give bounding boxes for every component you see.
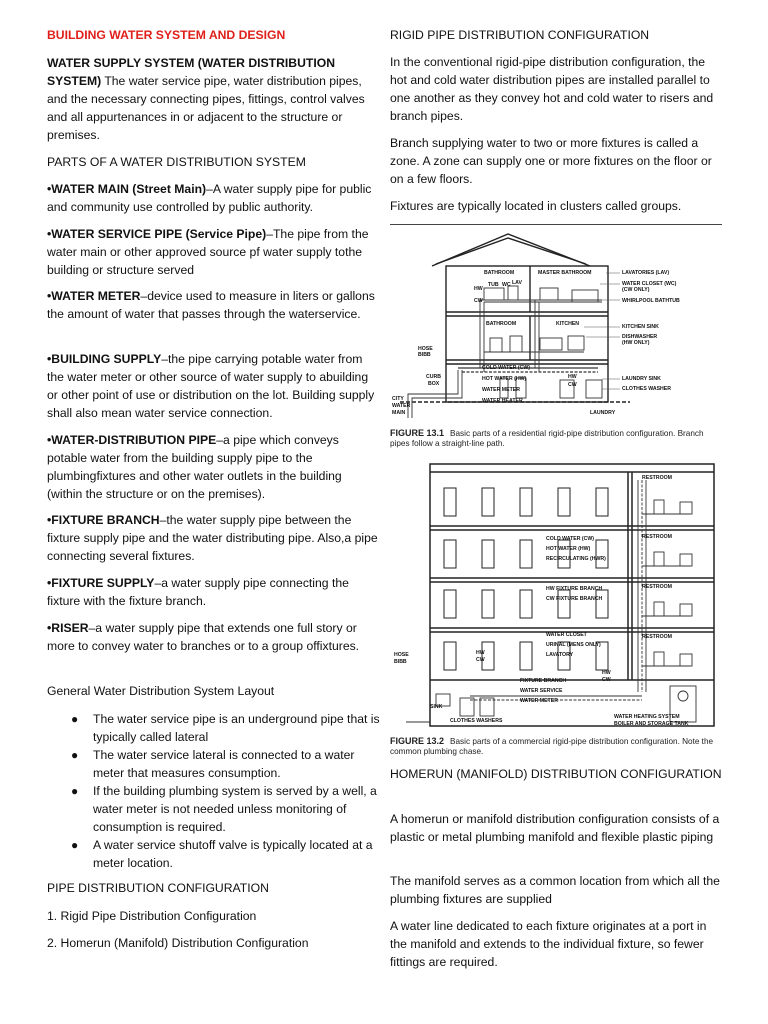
- water-supply-text: The water service pipe, water distribution pipes, and the necessary connecting pipes, fittings, control valves and all appurtenances in or adjacent to the structure or premises.: [47, 74, 365, 142]
- water-supply-definition: [47, 54, 380, 144]
- list-item: ● If the building plumbing system is served by a well, a water meter is not needed unless monitoring of consumption is required.: [71, 784, 377, 834]
- label-cw-only: (CW ONLY): [622, 287, 650, 293]
- label-cold-water: COLD WATER (CW): [546, 536, 595, 542]
- layout-heading: General Water Distribution System Layout: [47, 684, 275, 698]
- rigid-paragraph-1: In the conventional rigid-pipe distribution configuration, the hot and cold water distribution pipes are installed parallel to one another as they convey hot and cold water to risers and branch pipes.: [390, 55, 714, 123]
- part-riser: •RISER–a water supply pipe that extends one full story or more to convey water to branches or to a group offixtures.: [47, 621, 360, 653]
- bullet-icon: ●: [71, 712, 79, 726]
- part-building-supply: •BUILDING SUPPLY–the pipe carrying potable water from the water meter or other source of water supply to abuilding or other point of use or distribution on the lot. Building supply shall also mean water service connection.: [47, 352, 375, 420]
- config-item-homerun: 2. Homerun (Manifold) Distribution Configuration: [47, 936, 309, 950]
- label-hot-water: HOT WATER (HW): [482, 376, 527, 382]
- label-heating-system: WATER HEATING SYSTEM: [614, 714, 680, 720]
- label-clothes-washer: CLOTHES WASHER: [622, 386, 671, 392]
- svg-text:CW: CW: [602, 677, 611, 683]
- svg-text:WC: WC: [502, 282, 511, 288]
- label-urinal: URINAL (MENS ONLY): [546, 642, 601, 648]
- label-cw-fixture-branch: CW FIXTURE BRANCH: [546, 596, 603, 602]
- part-fixture-branch: •FIXTURE BRANCH–the water supply pipe between the fixture supply pipe and the water distributing pipe. Also,a pipe connecting several fixtures.: [47, 513, 378, 563]
- svg-text:TUB: TUB: [488, 282, 499, 288]
- svg-text:CW: CW: [568, 382, 577, 388]
- part-water-main: •WATER MAIN (Street Main)–A water supply pipe for public and community use controlled by public authority.: [47, 182, 372, 214]
- label-water-service: WATER SERVICE: [520, 688, 563, 694]
- list-item: ● A water service shutoff valve is typically located at a meter location.: [71, 838, 373, 870]
- label-bathroom-2: BATHROOM: [486, 321, 517, 327]
- water-supply-heading: WATER SUPPLY SYSTEM (WATER DISTRIBUTION SYSTEM): [47, 56, 336, 88]
- part-water-meter: •WATER METER–device used to measure in liters or gallons the amount of water that passes through the waterservice.: [47, 289, 375, 321]
- label-restroom-3: RESTROOM: [642, 584, 672, 590]
- svg-text:HW: HW: [476, 650, 485, 656]
- bullet-icon: ●: [71, 784, 79, 798]
- bullet-icon: ●: [71, 838, 79, 852]
- svg-text:BIBB: BIBB: [418, 352, 431, 358]
- svg-text:BIBB: BIBB: [394, 659, 407, 665]
- label-water-closet: WATER CLOSET: [546, 632, 587, 638]
- part-fixture-supply: •FIXTURE SUPPLY–a water supply pipe connecting the fixture with the fixture branch.: [47, 576, 349, 608]
- figure-commercial-diagram: [390, 460, 725, 732]
- homerun-paragraph-2: The manifold serves as a common location from which all the plumbing fixtures are supplied: [390, 874, 720, 906]
- svg-text:(HW ONLY): (HW ONLY): [622, 340, 650, 346]
- label-hose: HOSE: [394, 652, 409, 658]
- config-heading: PIPE DISTRIBUTION CONFIGURATION: [47, 881, 269, 895]
- label-kitchen-sink: KITCHEN SINK: [622, 324, 659, 330]
- label-cold-water: COLD WATER (CW): [482, 365, 531, 371]
- rigid-paragraph-2: Branch supplying water to two or more fixtures is called a zone. A zone can supply one or more fixtures on the floor or on a few floors.: [390, 136, 712, 186]
- svg-text:CITY: CITY: [392, 396, 404, 402]
- rigid-paragraph-3: Fixtures are typically located in clusters called groups.: [390, 199, 682, 213]
- svg-text:BOX: BOX: [428, 381, 440, 387]
- label-whirlpool: WHIRLPOOL BATHTUB: [622, 298, 680, 304]
- label-laundry-sink: LAUNDRY SINK: [622, 376, 661, 382]
- part-water-service-pipe: •WATER SERVICE PIPE (Service Pipe)–The pipe from the water main or other approved source pf water supply tothe building or structure served: [47, 227, 369, 277]
- bullet-icon: ●: [71, 748, 79, 762]
- rigid-heading: RIGID PIPE DISTRIBUTION CONFIGURATION: [390, 28, 650, 42]
- list-item: ● The water service pipe is an underground pipe that is typically called lateral: [71, 712, 380, 744]
- label-recirculating: RECIRCULATING (HWR): [546, 556, 606, 562]
- list-item: ● The water service lateral is connected to a water meter that measures consumption.: [71, 748, 355, 780]
- label-restroom-2: RESTROOM: [642, 534, 672, 540]
- label-lavatory: LAVATORY: [546, 652, 574, 658]
- svg-text:HW: HW: [568, 374, 577, 380]
- figure-13-2-caption: FIGURE 13.2 Basic parts of a commercial rigid-pipe distribution configuration. Note the common plumbing chase.: [390, 736, 714, 756]
- label-master-bathroom: MASTER BATHROOM: [538, 270, 592, 276]
- label-clothes-washers: CLOTHES WASHERS: [450, 718, 503, 724]
- document-title: BUILDING WATER SYSTEM AND DESIGN: [47, 28, 286, 42]
- label-sink: SINK: [430, 704, 443, 710]
- label-restroom-4: RESTROOM: [642, 634, 672, 640]
- label-water-meter: WATER METER: [482, 387, 520, 393]
- label-hose: HOSE: [418, 346, 433, 352]
- label-laundry: LAUNDRY: [590, 410, 616, 416]
- homerun-heading: HOMERUN (MANIFOLD) DISTRIBUTION CONFIGURATION: [390, 767, 722, 781]
- label-bathroom: BATHROOM: [484, 270, 515, 276]
- svg-text:WATER: WATER: [392, 403, 411, 409]
- label-water-closet: WATER CLOSET (WC): [622, 281, 677, 287]
- svg-text:CW: CW: [476, 657, 485, 663]
- parts-heading: PARTS OF A WATER DISTRIBUTION SYSTEM: [47, 155, 306, 169]
- layout-bullet-list: [47, 710, 380, 872]
- label-hot-water: HOT WATER (HW): [546, 546, 591, 552]
- config-item-rigid: 1. Rigid Pipe Distribution Configuration: [47, 909, 257, 923]
- label-water-heater: WATER HEATER: [482, 398, 523, 404]
- label-kitchen: KITCHEN: [556, 321, 580, 327]
- label-restroom-1: RESTROOM: [642, 475, 672, 481]
- divider: [390, 224, 722, 225]
- svg-text:CW: CW: [474, 298, 483, 304]
- label-boiler: BOILER AND STORAGE TANK: [614, 721, 689, 727]
- label-water-meter: WATER METER: [520, 698, 558, 704]
- homerun-paragraph-1: A homerun or manifold distribution configuration consists of a plastic or metal plumbing manifold and flexible plastic piping: [390, 812, 720, 844]
- svg-text:HW: HW: [474, 286, 483, 292]
- svg-text:CURB: CURB: [426, 374, 441, 380]
- homerun-paragraph-3: A water line dedicated to each fixture originates at a port in the manifold and extends to the individual fixture, so fewer fittings are required.: [390, 919, 707, 969]
- part-water-distribution-pipe: •WATER-DISTRIBUTION PIPE–a pipe which conveys potable water from the building supply pipe to the plumbingfixtures and other water outlets in the building (within the structure or on the premises).: [47, 433, 342, 501]
- svg-text:HW: HW: [602, 670, 611, 676]
- svg-text:MAIN: MAIN: [392, 410, 406, 416]
- figure-13-1-caption: FIGURE 13.1 Basic parts of a residential rigid-pipe distribution configuration. Branch pipes follow a straight-line path.: [390, 428, 704, 448]
- figure-residential-diagram: [390, 228, 725, 423]
- label-dishwasher: DISHWASHER: [622, 334, 658, 340]
- label-hw-fixture-branch: HW FIXTURE BRANCH: [546, 586, 603, 592]
- label-fixture-branch: FIXTURE BRANCH: [520, 678, 567, 684]
- label-lavatories: LAVATORIES (LAV): [622, 270, 670, 276]
- svg-text:LAV: LAV: [512, 280, 522, 286]
